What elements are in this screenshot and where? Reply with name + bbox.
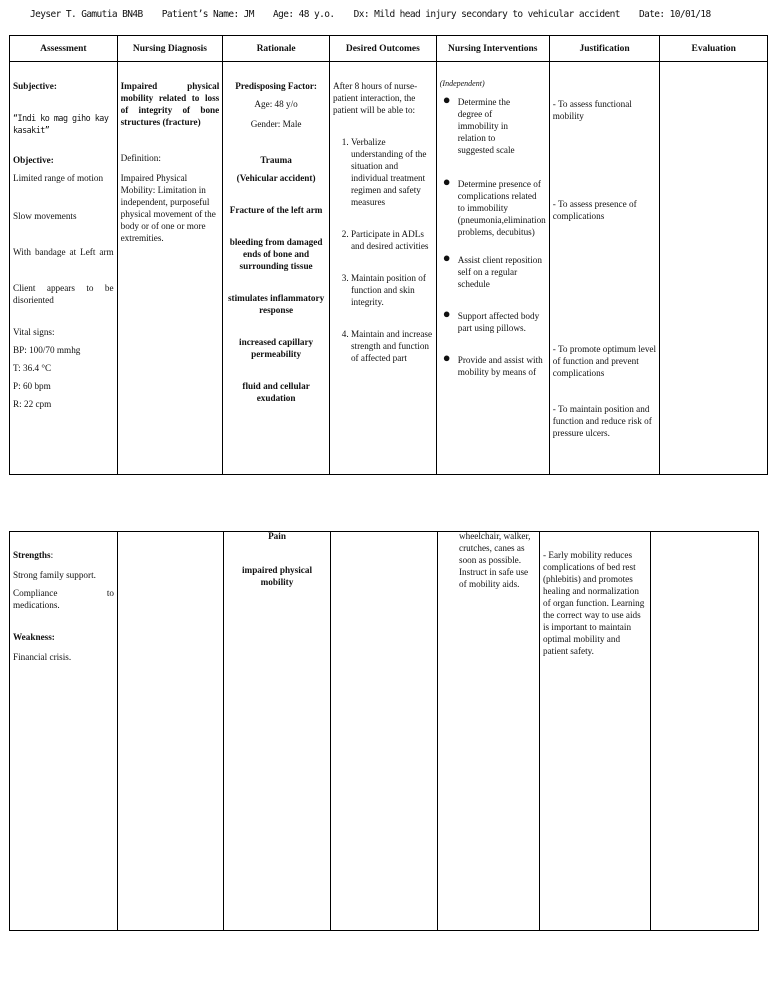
objective-item: Client appears to be disoriented	[13, 283, 114, 305]
independent-label: (Independent)	[439, 79, 485, 88]
justification-item: - To assess functional mobility	[552, 99, 632, 121]
outcome-item: 3. Maintain position of function and skin integrity.	[351, 272, 433, 308]
rationale-step: fluid and cellular exudation	[242, 381, 310, 403]
diagnosis-statement: Impaired physical mobility related to loss of integrity of bone structures (fracture)	[120, 81, 220, 127]
outcome-item: 4. Maintain and increase strength and function of affected part	[351, 328, 433, 364]
objective-label: Objective:	[13, 155, 54, 165]
outcomes-cell	[329, 62, 436, 475]
definition-label: Definition:	[120, 153, 161, 163]
rationale-step: Pain	[268, 531, 286, 541]
patient-age: Age: 48 y.o.	[273, 9, 335, 20]
document-header	[30, 9, 725, 20]
bullet-icon: ●	[442, 174, 451, 189]
outcomes-cell	[331, 532, 438, 931]
rationale-cell	[224, 532, 331, 931]
weakness-label: Weakness:	[13, 632, 55, 642]
weakness-item: Financial crisis.	[13, 652, 72, 662]
subjective-label: Subjective:	[13, 81, 57, 91]
vital-resp: R: 22 cpm	[13, 399, 52, 409]
bullet-icon: ●	[442, 350, 451, 365]
justification-item: - To promote optimum level of function and prevent complications	[552, 344, 657, 378]
intervention-item: Determine the degree of immobility in relation to suggested scale	[457, 97, 515, 155]
justification-item: - To assess presence of complications	[552, 199, 637, 221]
interventions-cell	[436, 62, 549, 475]
interventions-cell	[438, 532, 540, 931]
diagnosis-cell	[118, 532, 224, 931]
rationale-step: increased capillary permeability	[239, 337, 314, 359]
col-outcomes: Desired Outcomes	[329, 36, 436, 62]
strength-item: Strong family support.	[13, 570, 96, 580]
rationale-gender: Gender: Male	[250, 119, 302, 129]
strength-item: Compliance to medications.	[13, 588, 114, 610]
bullet-icon: ●	[442, 250, 451, 265]
col-assessment: Assessment	[10, 36, 118, 62]
assessment-cell	[10, 62, 118, 475]
intervention-continued: wheelchair, walker, crutches, canes as soon as possible. Instruct in safe use of mobility aids.	[459, 531, 531, 589]
subjective-quote: “Indi ko mag giho kay kasakit”	[13, 113, 109, 135]
outcome-item: 2. Participate in ADLs and desired activities	[351, 228, 433, 252]
predisposing-label: Predisposing Factor:	[235, 81, 317, 91]
col-evaluation: Evaluation	[660, 36, 768, 62]
bullet-icon: ●	[442, 92, 451, 107]
outcome-item: 1. Verbalize understanding of the situation and individual treatment regimen and safety measures	[351, 136, 433, 208]
diagnosis-dx: Dx: Mild head injury secondary to vehicular accident	[353, 9, 620, 20]
strengths-label: Strengths	[13, 550, 51, 560]
justification-cell	[549, 62, 660, 475]
definition-text: Impaired Physical Mobility: Limitation in independent, purposeful physical movement of the body or of one or more extremities.	[120, 173, 216, 243]
intervention-item: Determine presence of complications related to immobility (pneumonia,elimination problems, decubitus)	[457, 179, 546, 237]
strengths-colon: :	[50, 550, 54, 560]
table-row	[10, 532, 759, 931]
rationale-step: stimulates inflammatory response	[227, 293, 325, 315]
col-diagnosis: Nursing Diagnosis	[117, 36, 223, 62]
intervention-item: Provide and assist with mobility by means of	[457, 355, 543, 377]
evaluation-cell	[651, 532, 759, 931]
rationale-age: Age: 48 y/o	[254, 99, 298, 109]
objective-item: With bandage at Left arm	[13, 247, 114, 257]
intervention-item: Assist client reposition self on a regular schedule	[457, 255, 542, 289]
vital-pulse: P: 60 bpm	[13, 381, 51, 391]
table-header-row	[10, 36, 768, 62]
rationale-trauma: Trauma	[260, 155, 292, 165]
col-justification: Justification	[549, 36, 660, 62]
intervention-item: Support affected body part using pillows.	[457, 311, 540, 333]
objective-item: Limited range of motion	[13, 173, 104, 183]
bullet-icon: ●	[442, 306, 451, 321]
col-interventions: Nursing Interventions	[436, 36, 549, 62]
evaluation-cell	[660, 62, 768, 475]
document-date: Date: 10/01/18	[638, 9, 711, 20]
vital-temp: T: 36.4 °C	[13, 363, 52, 373]
rationale-trauma-cause: (Vehicular accident)	[236, 173, 316, 183]
table-row	[10, 62, 768, 475]
assessment-cell	[10, 532, 118, 931]
justification-item: - To maintain position and function and reduce risk of pressure ulcers.	[552, 404, 652, 438]
vital-bp: BP: 100/70 mmhg	[13, 345, 81, 355]
rationale-cell	[223, 62, 330, 475]
rationale-step: Fracture of the left arm	[229, 205, 323, 215]
col-rationale: Rationale	[223, 36, 330, 62]
vitals-label: Vital signs:	[13, 327, 55, 337]
justification-item: - Early mobility reduces complications of bed rest (phlebitis) and promotes healing and normalization of organ function. Learning the correct way to use aids is important to maintain optimal mobility and patient safety.	[543, 550, 645, 656]
rationale-step: bleeding from damaged ends of bone and surrounding tissue	[229, 237, 323, 271]
justification-cell	[540, 532, 651, 931]
rationale-step: impaired physical mobility	[241, 565, 313, 587]
patient-name: Patient’s Name: JM	[161, 9, 254, 20]
care-plan-table-page2	[9, 531, 759, 931]
objective-item: Slow movements	[13, 211, 77, 221]
diagnosis-cell	[117, 62, 223, 475]
student-name: Jeyser T. Gamutia BN4B	[30, 9, 143, 20]
care-plan-table-page1	[9, 35, 768, 475]
outcomes-intro: After 8 hours of nurse-patient interaction, the patient will be able to:	[332, 81, 418, 115]
